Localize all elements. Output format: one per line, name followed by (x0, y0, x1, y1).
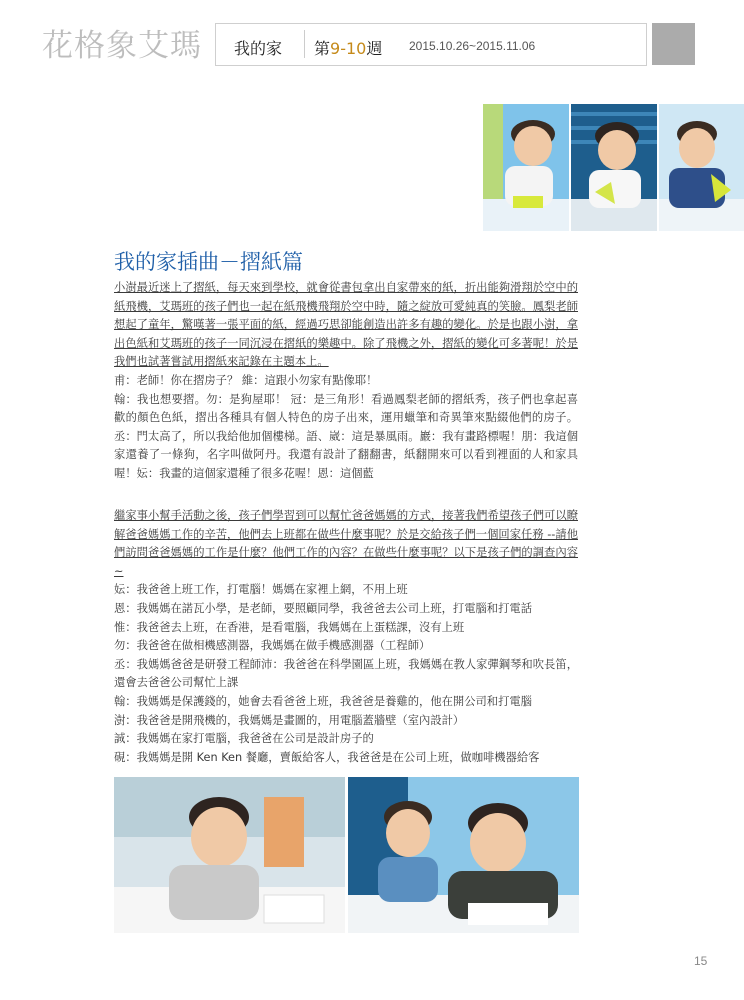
survey-line: 勿：我爸爸在做相機感測器，我媽媽在做手機感測器（工程師） (114, 639, 431, 653)
folding-story-text (114, 279, 578, 484)
dialog-paragraph: 翰：我也想要摺。勿：是狗屋耶！ 冠：是三角形！看過鳳梨老師的摺紙秀，孩子們也拿起喜歡的顏色色紙，摺出各種具有個人特色的房子出來，運用蠟筆和奇異筆來點綴他們的房子。丞：門太高了，所以我給他加個樓梯。語、崴：這是暴風雨。巖：我有畫路標喔！朋：我這個家還養了一條狗，名字叫做阿丹。我還有設計了翻翻書，紙翻開來可以看到裡面的人和家具喔！妘：我畫的這個家還種了很多花喔！恩：這個藍 (114, 392, 578, 480)
title-divider (304, 30, 305, 58)
page-number: 15 (694, 954, 708, 968)
week-number: 9-10 (330, 39, 367, 58)
survey-line: 翰：我媽媽是保護錢的，她會去看爸爸上班，我爸爸是養雞的，他在開公司和打電腦 (114, 694, 532, 708)
photo-child-drawing-1 (114, 777, 345, 933)
folding-intro-paragraph: 小澍最近迷上了摺紙，每天來到學校，就會從書包拿出自家帶來的紙，折出能夠滑翔於空中的紙飛機，艾瑪班的孩子們也一起在紙飛機飛翔於空中時，隨之綻放可愛純真的笑臉。鳳梨老師想起了童年，驚嘆著一張平面的紙，經過巧思卻能創造出許多有趣的變化。於是也跟小澍，拿出色紙和艾瑪班的孩子一同沉浸在摺紙的樂趣中。除了飛機之外，摺紙的變化可多著呢！於是我們也試著嘗試用摺紙來記錄在主題本上。 (114, 281, 578, 369)
survey-line: 妘：我爸爸上班工作，打電腦！媽媽在家裡上網，不用上班 (114, 583, 408, 597)
topic-title-box (215, 23, 647, 66)
week-suffix: 週 (366, 39, 383, 58)
brand-title: 花格象艾瑪 (42, 28, 202, 64)
header-gray-block (652, 23, 695, 65)
section-heading: 我的家插曲－摺紙篇 (114, 250, 303, 274)
survey-line: 恩：我媽媽在諾瓦小學，是老師，要照顧同學，我爸爸去公司上班，打電腦和打電話 (114, 601, 532, 615)
survey-line: 澍：我爸爸是開飛機的，我媽媽是畫圖的，用電腦蓋牆壁（室內設計） (114, 713, 465, 727)
survey-intro-paragraph: 繼家事小幫手活動之後，孩子們學習到可以幫忙爸爸媽媽的方式，接著我們希望孩子們可以瞭解爸爸媽媽工作的辛苦，他們去上班都在做些什麼事呢？於是交給孩子們一個回家任務 --請他們訪問爸爸媽媽的工作是什麼？他們工作的內容？在做些什麼事呢？以下是孩子們的調查內容~ (114, 509, 578, 578)
date-range: 2015.10.26~2015.11.06 (409, 39, 536, 53)
survey-line: 丞：我媽媽爸爸是研發工程師沛：我爸爸在科學園區上班，我媽媽在教人家彈鋼琴和吹長笛，還會去爸爸公司幫忙上課 (114, 657, 578, 690)
job-survey-text (114, 507, 578, 767)
topic-name: 我的家 (234, 39, 283, 58)
survey-line: 惟：我爸爸去上班，在香港，是看電腦，我媽媽在上蛋糕課，沒有上班 (114, 620, 465, 634)
week-prefix: 第 (314, 39, 331, 58)
survey-line: 硯：我媽媽是開 Ken Ken 餐廳，賣飯給客人，我爸爸是在公司上班，做咖啡機器給客 (114, 750, 540, 764)
photo-child-folding-2 (571, 104, 657, 231)
dialog-line: 甫：老師！你在摺房子？ 維：這跟小勿家有點像耶！ (114, 373, 378, 387)
photo-child-drawing-2 (348, 777, 579, 933)
survey-line: 誠：我媽媽在家打電腦，我爸爸在公司是設計房子的 (114, 732, 374, 746)
photo-child-folding-3 (659, 104, 744, 231)
photo-child-folding-1 (483, 104, 569, 231)
week-label (314, 36, 382, 59)
